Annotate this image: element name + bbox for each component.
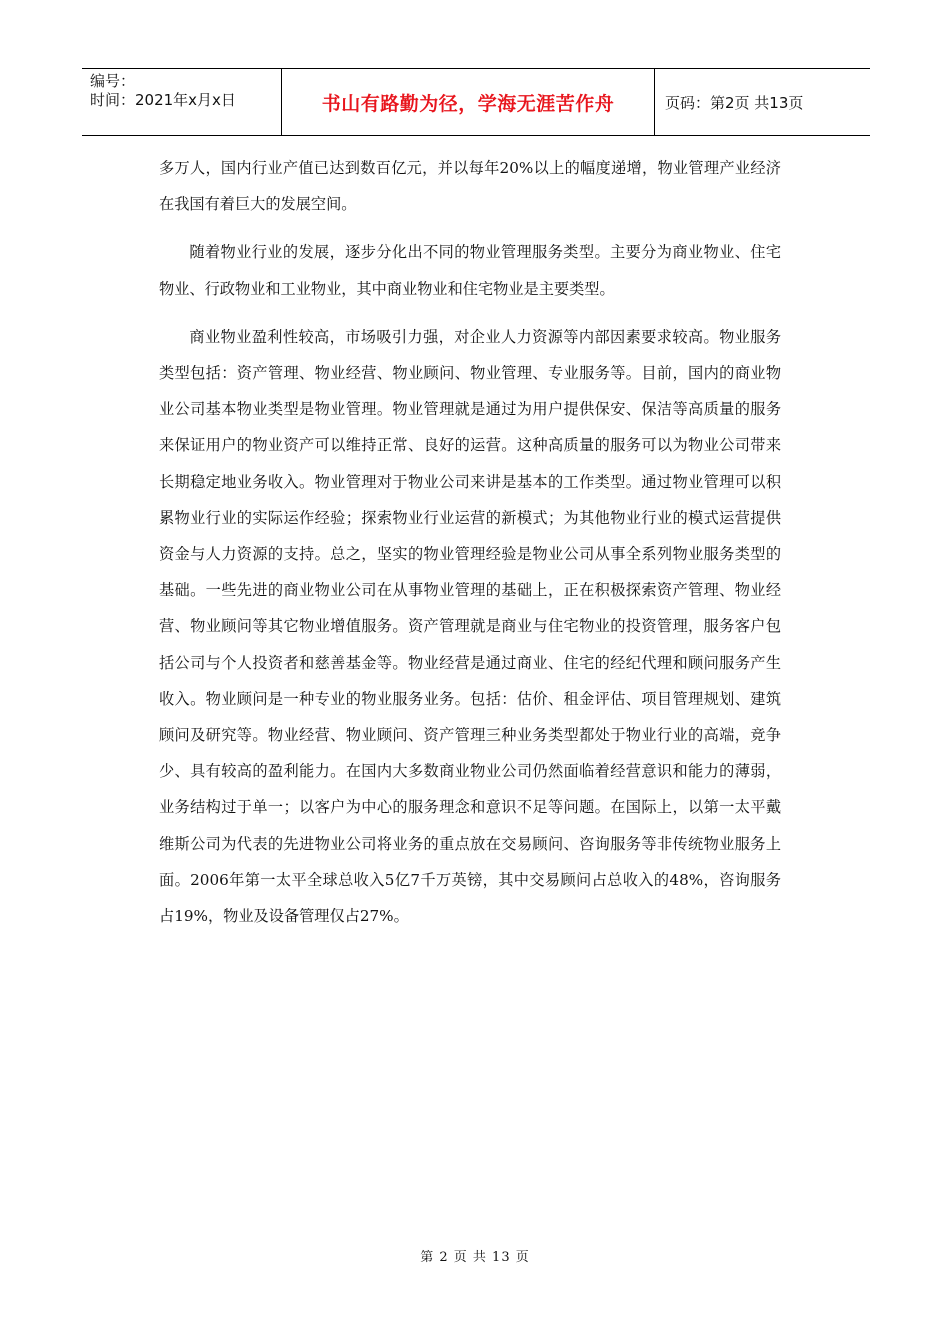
header-meta (82, 69, 282, 135)
document-header (82, 68, 870, 136)
document-body (159, 150, 781, 946)
motto-text: 书山有路勤为径，学海无涯苦作舟 (321, 92, 615, 115)
date-label: 时间：2021年x月x日 (90, 91, 236, 109)
page-info: 页码：第2页 共13页 (665, 93, 804, 112)
paragraph-continuation: 多万人，国内行业产值已达到数百亿元，并以每年20%以上的幅度递增，物业管理产业经济在我国有着巨大的发展空间。 (159, 159, 781, 214)
header-motto-cell (282, 69, 655, 135)
header-page-cell (655, 69, 870, 135)
serial-number-label: 编号： (90, 72, 136, 90)
page-footer: 第 2 页 共 13 页 (420, 1250, 530, 1265)
paragraph-service-types: 随着物业行业的发展，逐步分化出不同的物业管理服务类型。主要分为商业物业、住宅物业、行政物业和工业物业，其中商业物业和住宅物业是主要类型。 (159, 243, 781, 298)
paragraph-commercial-property: 商业物业盈利性较高，市场吸引力强，对企业人力资源等内部因素要求较高。物业服务类型包括：资产管理、物业经营、物业顾问、物业管理、专业服务等。目前，国内的商业物业公司基本物业类型是物业管理。物业管理就是通过为用户提供保安、保洁等高质量的服务来保证用户的物业资产可以维持正常、良好的运营。这种高质量的服务可以为物业公司带来长期稳定地业务收入。物业管理对于物业公司来讲是基本的工作类型。通过物业管理可以积累物业行业的实际运作经验；探索物业行业运营的新模式；为其他物业行业的模式运营提供资金与人力资源的支持。总之，坚实的物业管理经验是物业公司从事全系列物业服务类型的基础。一些先进的商业物业公司在从事物业管理的基础上，正在积极探索资产管理、物业经营、物业顾问等其它物业增值服务。资产管理就是商业与住宅物业的投资管理，服务客户包括公司与个人投资者和慈善基金等。物业经营是通过商业、住宅的经纪代理和顾问服务产生收入。物业顾问是一种专业的物业服务业务。包括：估价、租金评估、项目管理规划、建筑顾问及研究等。物业经营、物业顾问、资产管理三种业务类型都处于物业行业的高端，竞争少、具有较高的盈利能力。在国内大多数商业物业公司仍然面临着经营意识和能力的薄弱，业务结构过于单一；以客户为中心的服务理念和意识不足等问题。在国际上，以第一太平戴维斯公司为代表的先进物业公司将业务的重点放在交易顾问、咨询服务等非传统物业服务上面。2006年第一太平全球总收入5亿7千万英镑，其中交易顾问占总收入的48%，咨询服务占19%，物业及设备管理仅占27%。 (159, 327, 781, 926)
